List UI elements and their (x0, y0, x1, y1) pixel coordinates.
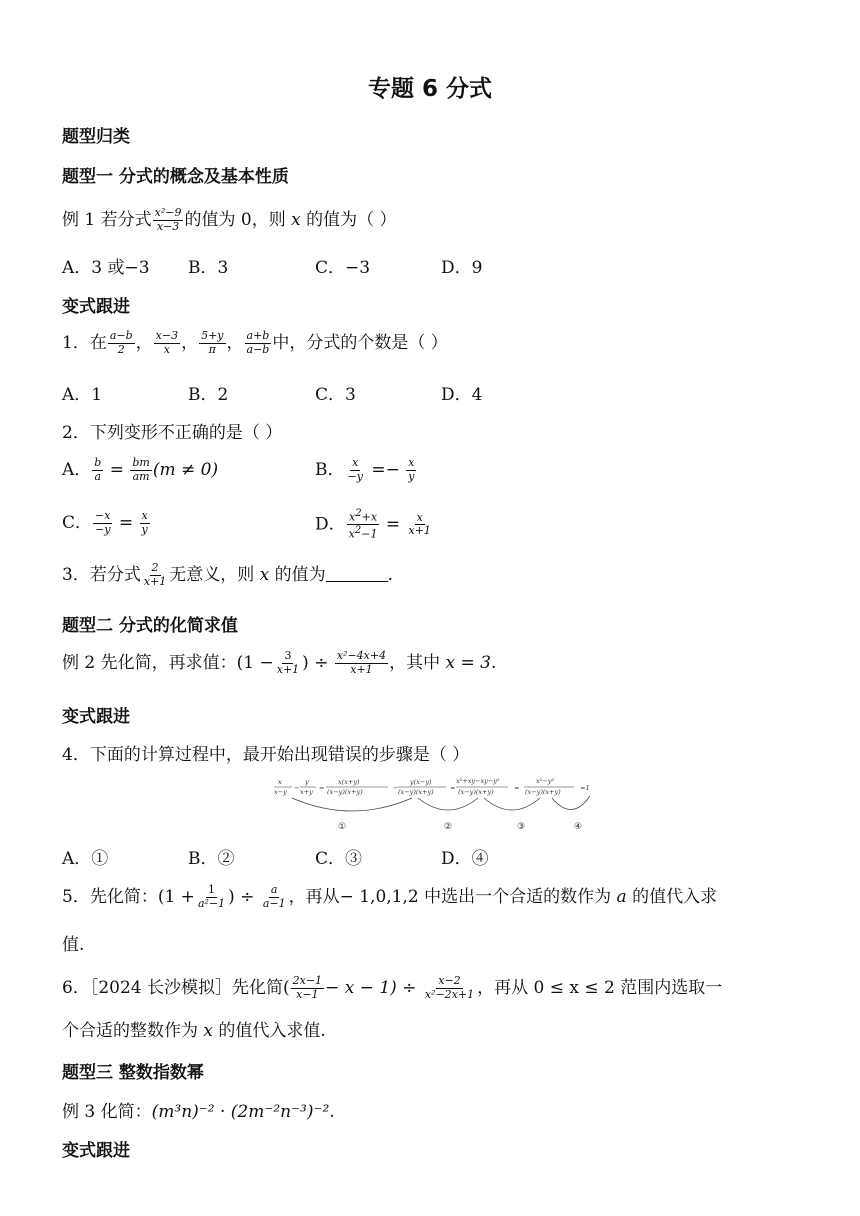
svg-text:x−y: x−y (274, 788, 287, 796)
question5-line2: 值. (62, 935, 85, 955)
svg-text:x²+xy−xy−y²: x²+xy−xy−y² (456, 777, 500, 785)
svg-text:=1: =1 (580, 784, 590, 792)
example1-fraction: $\frac{\text{x²−9}}{x-3}$ (154, 206, 182, 233)
question1-option-a: A．1 (62, 385, 103, 405)
question5-line1: 5．先化简：(1 + $\frac{1}{\text{a²−1}}$ ) ÷ $\frac{a}{a-1}$ ，再从− 1,0,1,2 中选出一个合适的数作为 a 的值代入求 (62, 883, 718, 910)
question1-option-b: B．2 (188, 385, 229, 405)
svg-text:−: − (294, 784, 300, 792)
question4-option-d: D．④ (441, 849, 489, 869)
followup-heading-3: 变式跟进 (62, 1141, 130, 1161)
svg-text:(x−y)(x+y): (x−y)(x+y) (458, 788, 494, 796)
question2-option-d: D． $\frac{x^2+x}{x^2-1}$ = $\frac{x}{x+1}$ (315, 508, 431, 541)
page-title: 专题 6 分式 (367, 76, 493, 102)
example1-option-a: A．3 或−3 (62, 258, 150, 278)
question1-option-c: C．3 (315, 385, 356, 405)
svg-text:(x−y)(x+y): (x−y)(x+y) (525, 788, 561, 796)
type1-heading: 题型一 分式的概念及基本性质 (62, 167, 289, 187)
question4-stem: 4．下面的计算过程中，最开始出现错误的步骤是（ ） (62, 745, 470, 765)
svg-text:(x−y)(x+y): (x−y)(x+y) (327, 788, 363, 796)
answer-blank[interactable] (326, 567, 388, 582)
svg-text:=: = (514, 784, 520, 792)
svg-text:x+y: x+y (300, 788, 313, 796)
example1-question: 例 1 若分式 $\frac{\text{x²−9}}{x-3}$ 的值为 0，则 x 的值为（ ） (62, 206, 397, 233)
step-2-label: ② (443, 822, 453, 832)
svg-text:−: − (393, 784, 399, 792)
svg-text:(x−y)(x+y): (x−y)(x+y) (398, 788, 434, 796)
svg-text:y(x−y): y(x−y) (410, 778, 432, 786)
question4-option-a: A．① (62, 849, 109, 869)
calculation-process-figure (272, 774, 598, 832)
step-4-label: ④ (573, 822, 583, 832)
question6-line1: 6．［2024 长沙模拟］先化简( $\frac{2x-1}{x-1}$ − x − 1) ÷ $\frac{x-2}{\text{x²−2x+1}}$ ，再从 0 ≤ x ≤ 2 范围内选取一 (62, 974, 723, 1001)
question1-option-d: D．4 (441, 385, 483, 405)
question2-stem: 2．下列变形不正确的是（ ） (62, 423, 283, 443)
followup-heading-2: 变式跟进 (62, 707, 130, 727)
section-classify-heading: 题型归类 (62, 127, 130, 147)
svg-text:x(x+y): x(x+y) (338, 778, 360, 786)
example2-question: 例 2 先化简，再求值：(1 − $\frac{3}{x+1}$ ) ÷ $\frac{\text{x²−4x+4}}{x+1}$ ，其中 x = 3. (62, 649, 497, 676)
question1: 1．在 $\frac{a-b}{2}$ ， $\frac{x-3}{x}$ ， $\frac{5+y}{\pi}$ ， $\frac{a+b}{a-b}$ 中，分式的个数是（ ） (62, 329, 448, 356)
svg-text:x²−y²: x²−y² (536, 777, 554, 785)
type2-heading: 题型二 分式的化简求值 (62, 616, 238, 636)
question2-option-c: C． $\frac{-x}{-y}$ = $\frac{x}{y}$ (62, 509, 148, 536)
svg-text:x: x (278, 778, 282, 786)
question3: 3．若分式 $\frac{2}{x+1}$ 无意义，则 x 的值为 . (62, 561, 394, 588)
example1-option-c: C．−3 (315, 258, 371, 278)
svg-text:=: = (319, 784, 325, 792)
question4-option-c: C．③ (315, 849, 363, 869)
step-3-label: ③ (516, 822, 526, 832)
step-1-label: ① (337, 822, 347, 832)
question6-line2: 个合适的整数作为 x 的值代入求值. (62, 1021, 326, 1041)
svg-text:=: = (450, 784, 456, 792)
followup-heading-1: 变式跟进 (62, 297, 130, 317)
question2-option-b: B． $\frac{x}{-y}$ =− $\frac{x}{y}$ (315, 456, 415, 483)
example3-question: 例 3 化简：(m³n)⁻² · (2m⁻²n⁻³)⁻². (62, 1102, 335, 1122)
example1-option-b: B．3 (188, 258, 229, 278)
type3-heading: 题型三 整数指数幂 (62, 1063, 204, 1083)
example1-option-d: D．9 (441, 258, 483, 278)
question4-option-b: B．② (188, 849, 235, 869)
svg-text:y: y (305, 778, 309, 786)
question2-option-a: A． $\frac{b}{a}$ = $\frac{bm}{am}$ (m ≠ 0) (62, 456, 219, 483)
